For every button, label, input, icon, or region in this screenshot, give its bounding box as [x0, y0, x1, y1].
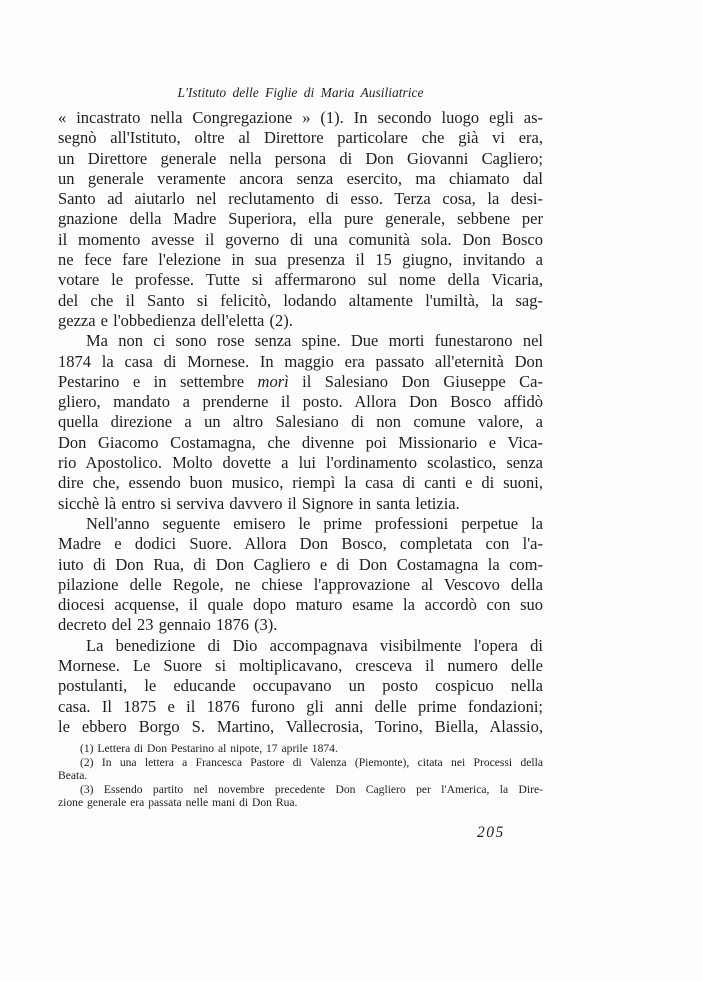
body-line: gnazione della Madre Superiora, ella pure generale, sebbene per: [58, 209, 543, 229]
footnote-line: (1) Lettera di Don Pestarino al nipote, 17 aprile 1874.: [80, 742, 338, 755]
body-line: casa. Il 1875 e il 1876 furono gli anni delle prime fondazioni;: [58, 696, 543, 716]
body-line: Madre e dodici Suore. Allora Don Bosco, completata con l'a-: [58, 534, 543, 554]
body-line: sicchè là entro si serviva davvero il Signore in santa letizia.: [58, 493, 460, 513]
body-line: La benedizione di Dio accompagnava visibilmente l'opera di: [86, 635, 543, 655]
body-line: un generale veramente ancora senza esercito, ma chiamato dal: [58, 168, 543, 188]
body-line: Santo ad aiutarlo nel reclutamento di esso. Terza cosa, la desi-: [58, 189, 543, 209]
footnote-line: (3) Essendo partito nel novembre precedente Don Cagliero per l'America, la Dire-: [80, 782, 543, 796]
body-line: Ma non ci sono rose senza spine. Due morti funestarono nel: [86, 331, 543, 351]
body-line: Pestarino e in settembre morì il Salesiano Don Giuseppe Ca-: [58, 371, 543, 391]
body-line: dire che, essendo buon musico, riempì la casa di canti e di suoni,: [58, 473, 543, 493]
body-line: postulanti, le educande occupavano un posto cospicuo nella: [58, 676, 543, 696]
footnote-line: Beata.: [58, 769, 88, 783]
body-line: Mornese. Le Suore si moltiplicavano, cresceva il numero delle: [58, 656, 543, 676]
body-line: 1874 la casa di Mornese. In maggio era passato all'eternità Don: [58, 351, 543, 371]
body-line: diocesi acquense, il quale dopo maturo esame la accordò con suo: [58, 595, 543, 615]
body-line: il momento avesse il governo di una comunità sola. Don Bosco: [58, 229, 543, 249]
body-line: iuto di Don Rua, di Don Cagliero e di Don Costamagna la com-: [58, 554, 543, 574]
footnote-line: zione generale era passata nelle mani di Don Rua.: [58, 796, 298, 810]
footnote-line: (2) In una lettera a Francesca Pastore di Valenza (Piemonte), citata nei Processi della: [80, 755, 543, 769]
body-line: Nell'anno seguente emisero le prime professioni perpetue la: [86, 513, 543, 533]
body-line: le ebbero Borgo S. Martino, Vallecrosia, Torino, Biella, Alassio,: [58, 716, 543, 736]
body-line: gezza e l'obbedienza dell'eletta (2).: [58, 310, 293, 330]
body-line: ne fece fare l'elezione in sua presenza il 15 giugno, invitando a: [58, 250, 543, 270]
body-line: « incastrato nella Congregazione » (1). In secondo luogo egli as-: [58, 108, 543, 127]
body-line: un Direttore generale nella persona di Don Giovanni Cagliero;: [58, 148, 543, 168]
body-line: decreto del 23 gennaio 1876 (3).: [58, 615, 278, 635]
body-text-block: [58, 108, 543, 737]
body-line: pilazione delle Regole, ne chiese l'approvazione al Vescovo della: [58, 574, 543, 594]
body-line: del che il Santo si felicitò, lodando altamente l'umiltà, la sag-: [58, 290, 543, 310]
body-line: Don Giacomo Costamagna, che divenne poi Missionario e Vica-: [58, 432, 543, 452]
running-title: L'Istituto delle Figlie di Maria Ausiliatrice: [177, 85, 424, 100]
page-number: 205: [477, 824, 505, 841]
body-line: segnò all'Istituto, oltre al Direttore particolare che già vi era,: [58, 128, 543, 148]
body-line: gliero, mandato a prenderne il posto. Allora Don Bosco affidò: [58, 392, 543, 412]
body-line: quella direzione a un altro Salesiano di non comune valore, a: [58, 412, 543, 432]
body-line: rio Apostolico. Molto dovette a lui l'ordinamento scolastico, senza: [58, 453, 543, 473]
body-line: votare le professe. Tutte si affermarono sul nome della Vicaria,: [58, 270, 543, 290]
footnotes-block: [58, 742, 543, 810]
